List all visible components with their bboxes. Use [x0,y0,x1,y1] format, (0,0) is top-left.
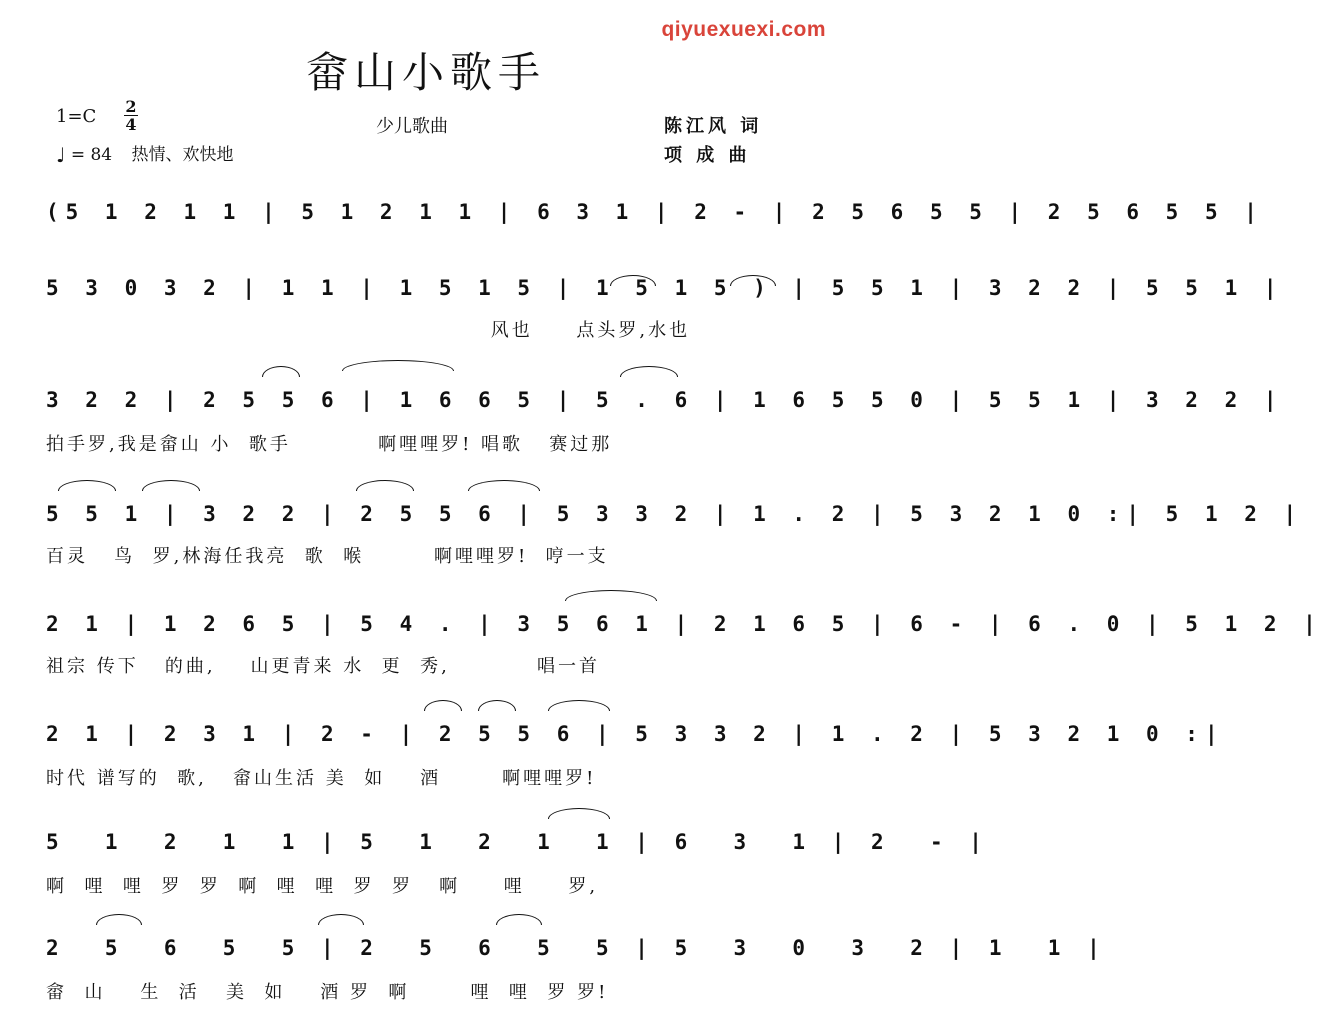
lyrics-line-4: 百灵 鸟 罗,林海任我亮 歌 喉 啊哩哩罗! 哼一支 [46,546,609,567]
slur-mark [96,914,142,925]
tempo-value: = 84 [70,145,113,165]
slur-mark [468,480,540,491]
slur-mark [478,700,516,711]
time-signature-top: 2 [125,97,137,116]
slur-mark [318,914,364,925]
key-signature: 1=C [56,106,97,127]
song-title: 畲山小歌手 [305,48,546,97]
score-line-5 [46,604,1323,644]
notation-line: 3 2 2 | 2 5 5 6 | 1 6 6 5 | 5 . 6 | 1 6 5 5 0 | 5 5 1 | 3 2 2 | [46,388,1284,412]
time-signature-bottom: 4 [125,115,137,134]
slur-mark [548,700,610,711]
lyrics-line-7: 啊 哩 哩 罗 罗 啊 哩 哩 罗 罗 啊 哩 罗, [46,876,599,897]
quarter-note-icon: ♩ [56,143,66,167]
slur-mark [424,700,462,711]
song-subtitle: 少儿歌曲 [376,116,448,137]
slur-mark [342,360,454,371]
lyrics-line-6: 时代 谱写的 歌, 畲山生活 美 如 酒 啊哩哩罗! [46,768,597,789]
score-line-4 [46,494,1304,534]
lyrics-line-2: 风也 点头罗,水也 [46,320,691,341]
score-line-6 [46,714,1225,754]
lyrics-line-8: 畲 山 生 活 美 如 酒 罗 啊 哩 哩 罗 罗! [46,982,609,1003]
lyrics-line-5: 祖宗 传下 的曲, 山更青来 水 更 秀, 唱一首 [46,656,601,677]
slur-mark [58,480,116,491]
slur-mark [620,366,678,377]
tempo-marking [56,140,234,167]
notation-line: 2 5 6 5 5 | 2 5 6 5 5 | 5 3 0 3 2 | 1 1 | [46,936,1107,960]
slur-mark [356,480,414,491]
score-line-3 [46,380,1284,420]
time-signature [124,98,138,133]
slur-mark [565,590,657,601]
notation-line: (5 1 2 1 1 | 5 1 2 1 1 | 6 3 1 | 2 - | 2 5 6 5 5 | 2 5 6 5 5 | [46,200,1264,224]
tempo-expression: 热情、欢快地 [131,145,234,165]
score-line-1 [46,192,1264,232]
watermark-logo: qiyuexuexi.com [661,18,826,41]
lyricist: 陈江风 词 [664,116,763,137]
notation-line: 2 1 | 1 2 6 5 | 5 4 . | 3 5 6 1 | 2 1 6 5 | 6 - | 6 . 0 | 5 1 2 | [46,612,1323,636]
slur-mark [262,366,300,377]
notation-line: 5 3 0 3 2 | 1 1 | 1 5 1 5 | 1 5 1 5 ) | 5 5 1 | 3 2 2 | 5 5 1 | [46,276,1284,300]
slur-mark [496,914,542,925]
notation-line: 5 1 2 1 1 | 5 1 2 1 1 | 6 3 1 | 2 - | [46,830,989,854]
notation-line: 2 1 | 2 3 1 | 2 - | 2 5 5 6 | 5 3 3 2 | 1 . 2 | 5 3 2 1 0 :| [46,722,1225,746]
score-line-7 [46,822,989,862]
slur-mark [548,808,610,819]
score-line-2 [46,268,1284,308]
notation-line: 5 5 1 | 3 2 2 | 2 5 5 6 | 5 3 3 2 | 1 . 2 | 5 3 2 1 0 :| 5 1 2 | [46,502,1304,526]
lyrics-line-3: 拍手罗,我是畲山 小 歌手 啊哩哩罗! 唱歌 赛过那 [46,434,613,455]
credits [664,112,762,170]
score-line-8 [46,928,1107,968]
composer: 项 成 曲 [664,145,751,166]
slur-mark [142,480,200,491]
